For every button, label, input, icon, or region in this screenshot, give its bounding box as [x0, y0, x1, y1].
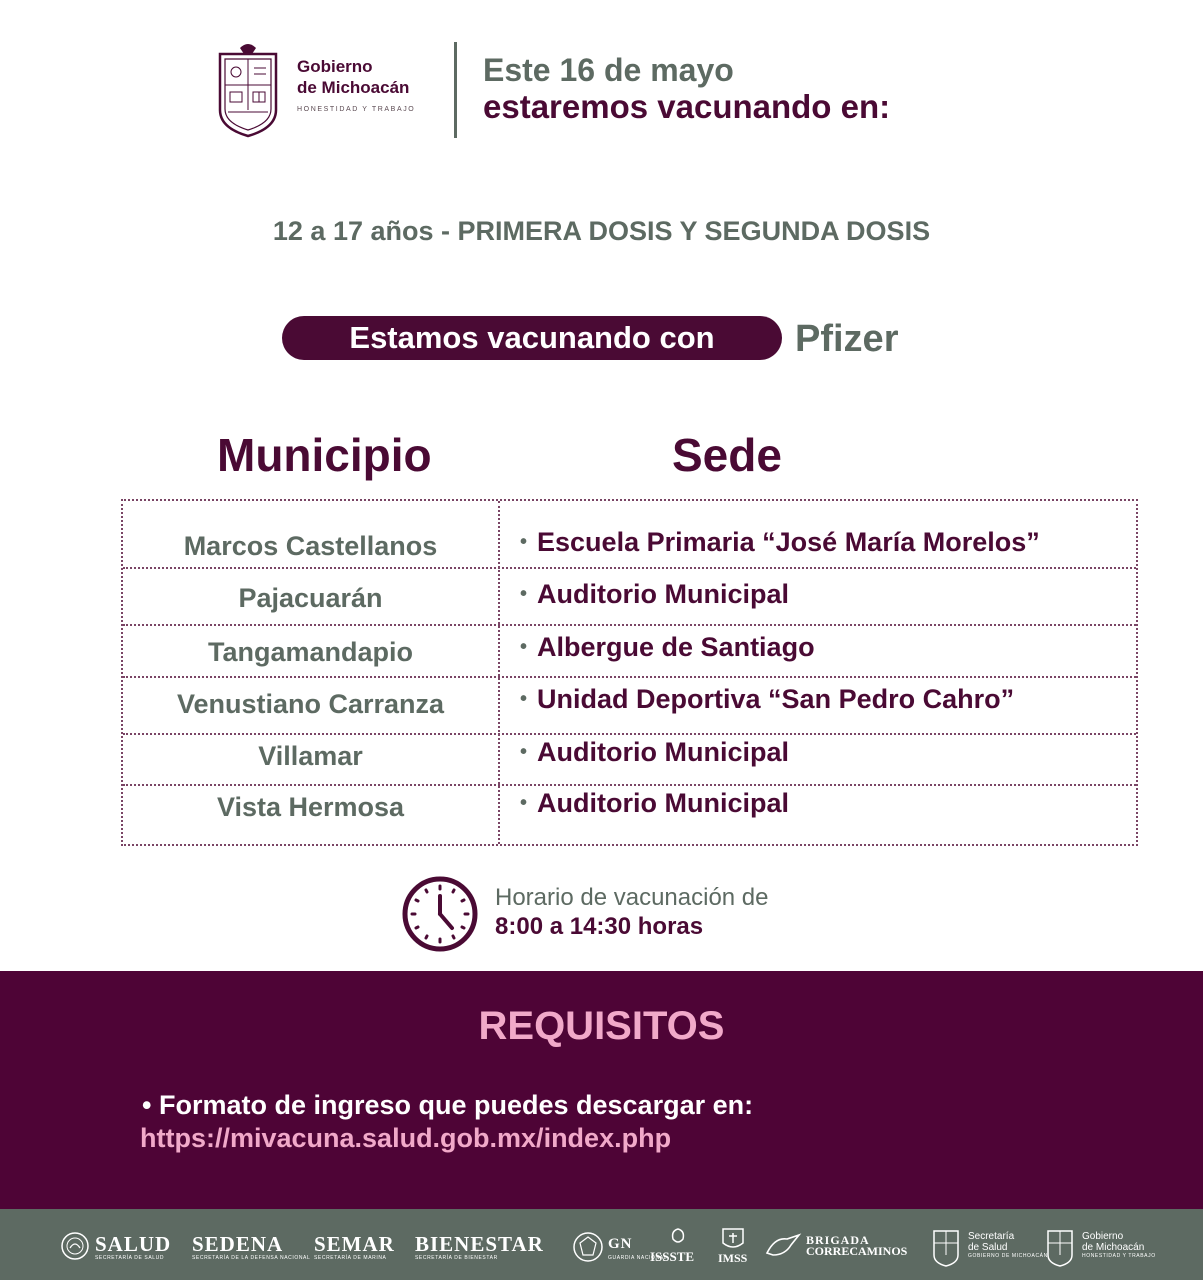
- issste-logo: [650, 1251, 694, 1262]
- age-group-title: 12 a 17 años - PRIMERA DOSIS Y SEGUNDA DOSIS: [272, 216, 931, 246]
- sede-text: Albergue de Santiago: [537, 632, 815, 662]
- municipio-cell: Tangamandapio: [207, 637, 414, 667]
- vaccine-name: Pfizer: [795, 318, 899, 360]
- requirement-item: • Formato de ingreso que puedes descargar en:: [142, 1090, 754, 1120]
- sedena-logo-text: SEDENA: [192, 1232, 284, 1256]
- gob-michoacan-shield-icon: [1046, 1225, 1074, 1267]
- header-divider: [454, 42, 457, 138]
- date-subtitle: estaremos vacunando en:: [483, 88, 891, 125]
- sec-salud-subtext: GOBIERNO DE MICHOACÁN: [968, 1253, 1048, 1259]
- registration-link[interactable]: https://mivacuna.salud.gob.mx/index.php: [140, 1123, 672, 1153]
- sec-salud-line2: de Salud: [968, 1242, 1008, 1253]
- sede-text: Escuela Primaria “José María Morelos”: [537, 527, 1040, 557]
- bienestar-logo-text: BIENESTAR: [415, 1232, 544, 1256]
- schedule-label: Horario de vacunación de: [495, 884, 769, 911]
- correcaminos-icon: [765, 1233, 803, 1259]
- sede-text: Auditorio Municipal: [537, 579, 789, 609]
- mexico-seal-icon: [60, 1231, 90, 1261]
- gn-logo-subtext: GUARDIA NACIONAL: [608, 1255, 668, 1261]
- municipio-cell: Vista Hermosa: [216, 792, 405, 822]
- header: [0, 0, 1203, 160]
- sedena-logo-subtext: SECRETARÍA DE LA DEFENSA NACIONAL: [192, 1255, 311, 1261]
- sede-cell: • Auditorio Municipal: [520, 788, 789, 818]
- sede-cell: • Auditorio Municipal: [520, 737, 789, 767]
- municipio-cell: Pajacuarán: [238, 583, 383, 613]
- municipio-cell: Venustiano Carranza: [176, 689, 445, 719]
- gov-motto: HONESTIDAD Y TRABAJO: [297, 106, 416, 113]
- bienestar-logo: [415, 1233, 544, 1262]
- salud-logo-subtext: SECRETARÍA DE SALUD: [95, 1255, 165, 1261]
- semar-logo-text: SEMAR: [314, 1232, 395, 1256]
- sede-text: Auditorio Municipal: [537, 737, 789, 767]
- imss-logo-text: IMSS: [718, 1251, 748, 1265]
- salud-logo: [95, 1233, 171, 1262]
- table-row: [123, 501, 1136, 569]
- guardia-nacional-icon: [572, 1231, 604, 1263]
- imss-icon: [720, 1227, 746, 1251]
- municipio-cell: Marcos Castellanos: [183, 531, 438, 561]
- gov-name: [297, 56, 409, 98]
- table-row: [123, 569, 1136, 626]
- sec-salud-shield-icon: [932, 1225, 960, 1267]
- table-row: [123, 735, 1136, 786]
- sec-salud-logo: [968, 1231, 1048, 1260]
- schedule-hours: 8:00 a 14:30 horas: [495, 913, 704, 940]
- semar-logo-subtext: SECRETARÍA DE MARINA: [314, 1255, 387, 1261]
- gob-michoacan-subtext: HONESTIDAD Y TRABAJO: [1082, 1253, 1156, 1259]
- brigada-logo-line1: BRIGADA: [806, 1233, 870, 1247]
- clock-icon: [400, 874, 480, 954]
- gob-michoacan-line1: Gobierno: [1082, 1231, 1124, 1242]
- gn-logo-text: GN: [608, 1236, 633, 1252]
- table-row: [123, 626, 1136, 678]
- sede-cell: • Albergue de Santiago: [520, 632, 815, 662]
- requirements-title: REQUISITOS: [478, 1004, 725, 1048]
- sede-text: Auditorio Municipal: [537, 788, 789, 818]
- column-header-municipio: Municipio: [217, 429, 432, 481]
- table-row: [123, 678, 1136, 735]
- sede-cell: • Auditorio Municipal: [520, 579, 789, 609]
- salud-logo-text: SALUD: [95, 1232, 172, 1256]
- vaccine-label-pill: Estamos vacunando con: [282, 316, 782, 360]
- imss-logo: [718, 1253, 747, 1264]
- sec-salud-line1: Secretaría: [968, 1231, 1015, 1242]
- issste-logo-text: ISSSTE: [650, 1249, 695, 1264]
- brigada-logo-line2: CORRECAMINOS: [806, 1244, 908, 1258]
- locations-table: [121, 499, 1138, 846]
- issste-icon: [667, 1227, 689, 1247]
- gov-name-line1: Gobierno: [297, 57, 373, 76]
- column-header-sede: Sede: [672, 429, 782, 481]
- brigada-logo: [806, 1235, 907, 1257]
- semar-logo: [314, 1233, 395, 1262]
- table-row: [123, 786, 1136, 846]
- sede-cell: • Escuela Primaria “José María Morelos”: [520, 527, 1040, 557]
- gob-michoacan-line2: de Michoacán: [1082, 1242, 1145, 1253]
- municipio-cell: Villamar: [258, 741, 363, 771]
- michoacan-shield-icon: [216, 40, 280, 138]
- bienestar-logo-subtext: SECRETARÍA DE BIENESTAR: [415, 1255, 498, 1261]
- sede-text: Unidad Deportiva “San Pedro Cahro”: [537, 684, 1015, 714]
- gob-michoacan-logo: [1082, 1231, 1156, 1260]
- gov-name-line2: de Michoacán: [297, 78, 410, 97]
- footer-logos: [0, 1209, 1203, 1280]
- sede-cell: • Unidad Deportiva “San Pedro Cahro”: [520, 684, 1015, 714]
- sedena-logo: [192, 1233, 310, 1262]
- date-line: Este 16 de mayo: [483, 52, 734, 88]
